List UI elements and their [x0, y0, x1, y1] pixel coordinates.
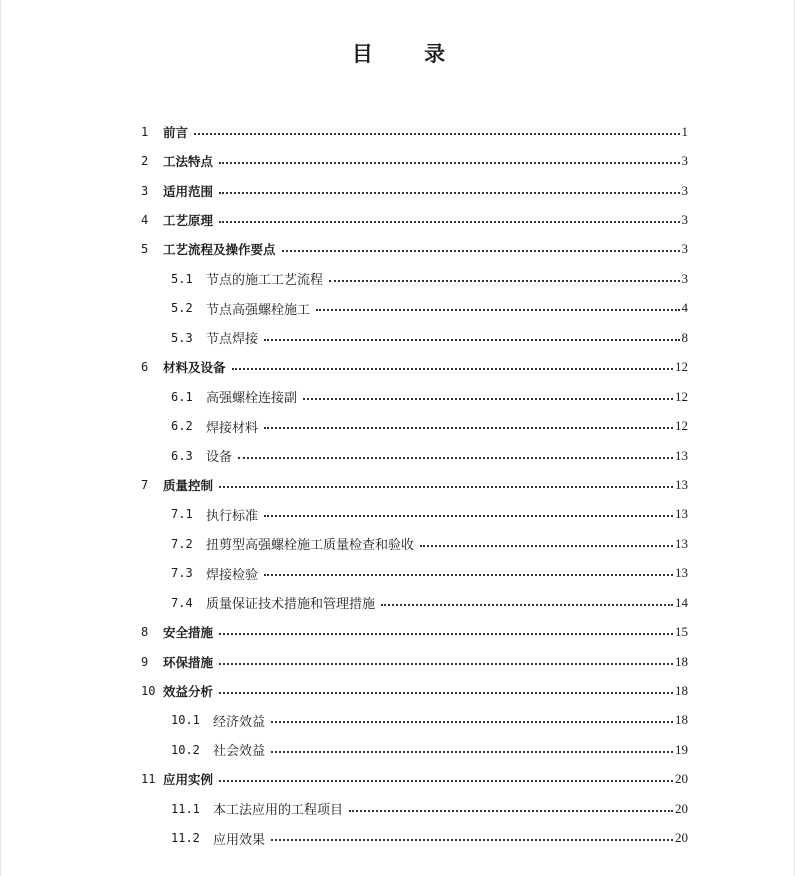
toc-page-number: 13	[675, 476, 688, 492]
toc-entry-title: 质量保证技术措施和管理措施	[206, 597, 376, 613]
toc-dot-leader	[219, 486, 673, 488]
toc-entry-number: 6.2	[171, 419, 193, 434]
toc-page-number: 3	[681, 270, 688, 286]
toc-entry-number: 1	[141, 124, 149, 139]
toc-section-entry	[1, 706, 795, 735]
toc-entry-number: 8	[141, 625, 149, 640]
toc-entry-number: 10	[141, 684, 156, 699]
toc-section-entry	[1, 294, 795, 323]
toc-entry-title: 社会效益	[213, 744, 266, 760]
toc-section-entry	[1, 264, 795, 293]
toc-entry-title: 节点高强螺栓施工	[206, 302, 311, 318]
toc-entry-number: 7.2	[171, 536, 193, 551]
toc-entry-title: 执行标准	[206, 508, 259, 524]
toc-dot-leader	[264, 427, 673, 429]
toc-entry-title: 安全措施	[163, 625, 214, 641]
toc-dot-leader	[219, 221, 679, 223]
toc-entry-number: 2	[141, 154, 149, 169]
toc-entry-number: 5	[141, 242, 149, 257]
toc-entry-title: 高强螺栓连接副	[206, 391, 298, 407]
toc-section-entry	[1, 824, 795, 853]
toc-chapter-entry	[1, 617, 795, 646]
toc-entry-title: 设备	[206, 450, 233, 466]
toc-entry-title: 应用效果	[213, 832, 266, 848]
toc-page-number: 15	[675, 624, 688, 640]
toc-entry-title: 经济效益	[213, 714, 266, 730]
toc-section-entry	[1, 588, 795, 617]
toc-section-entry	[1, 735, 795, 764]
toc-entry-title: 节点焊接	[206, 332, 259, 348]
table-of-contents	[1, 117, 795, 853]
toc-dot-leader	[194, 133, 679, 135]
toc-page-number: 20	[675, 800, 688, 816]
toc-dot-leader	[219, 633, 673, 635]
toc-page-number: 4	[681, 300, 688, 316]
toc-entry-title: 焊接检验	[206, 567, 259, 583]
toc-page-number: 20	[675, 830, 688, 846]
toc-chapter-entry	[1, 117, 795, 146]
toc-page-number: 19	[675, 741, 688, 757]
toc-page-number: 1	[681, 123, 688, 139]
toc-entry-number: 10.2	[171, 742, 200, 757]
toc-entry-title: 环保措施	[163, 654, 214, 670]
toc-entry-title: 前言	[163, 124, 189, 140]
toc-chapter-entry	[1, 647, 795, 676]
toc-page-number: 14	[675, 594, 688, 610]
toc-page-number: 12	[675, 359, 688, 375]
toc-entry-number: 7.3	[171, 566, 193, 581]
toc-title: 目 录	[351, 42, 468, 66]
toc-dot-leader	[219, 663, 673, 665]
toc-dot-leader	[219, 162, 679, 164]
toc-page-number: 13	[675, 565, 688, 581]
toc-dot-leader	[238, 457, 673, 459]
toc-entry-number: 11	[141, 772, 156, 787]
toc-entry-title: 扭剪型高强螺栓施工质量检查和验收	[206, 538, 415, 554]
toc-dot-leader	[264, 515, 673, 517]
toc-entry-number: 6	[141, 360, 149, 375]
toc-entry-number: 6.1	[171, 389, 193, 404]
toc-page-number: 3	[681, 241, 688, 257]
toc-dot-leader	[219, 692, 673, 694]
toc-entry-number: 4	[141, 213, 149, 228]
toc-entry-title: 材料及设备	[163, 360, 226, 376]
toc-entry-title: 工法特点	[163, 154, 214, 170]
toc-dot-leader	[271, 721, 673, 723]
toc-entry-title: 工艺流程及操作要点	[163, 242, 276, 258]
toc-entry-title: 节点的施工工艺流程	[206, 273, 324, 289]
toc-entry-number: 10.1	[171, 713, 200, 728]
toc-dot-leader	[219, 780, 673, 782]
toc-section-entry	[1, 411, 795, 440]
toc-page-number: 8	[681, 329, 688, 345]
toc-page-number: 12	[675, 388, 688, 404]
toc-page-number: 3	[681, 212, 688, 228]
toc-entry-title: 效益分析	[163, 684, 214, 700]
toc-section-entry	[1, 559, 795, 588]
toc-chapter-entry	[1, 176, 795, 205]
toc-section-entry	[1, 382, 795, 411]
toc-section-entry	[1, 794, 795, 823]
toc-entry-number: 11.2	[171, 831, 200, 846]
toc-dot-leader	[303, 398, 673, 400]
toc-section-entry	[1, 500, 795, 529]
toc-section-entry	[1, 323, 795, 352]
toc-dot-leader	[271, 751, 673, 753]
toc-entry-number: 5.2	[171, 301, 193, 316]
toc-chapter-entry	[1, 235, 795, 264]
toc-entry-title: 质量控制	[163, 477, 214, 493]
toc-entry-title: 工艺原理	[163, 213, 214, 229]
toc-entry-number: 11.1	[171, 801, 200, 816]
toc-page-number: 18	[675, 683, 688, 699]
toc-dot-leader	[316, 309, 679, 311]
toc-chapter-entry	[1, 146, 795, 175]
toc-entry-number: 5.3	[171, 330, 193, 345]
toc-entry-number: 3	[141, 183, 149, 198]
toc-entry-title: 焊接材料	[206, 420, 259, 436]
toc-page-number: 3	[681, 182, 688, 198]
toc-page-number: 12	[675, 418, 688, 434]
toc-page-number: 18	[675, 712, 688, 728]
toc-dot-leader	[219, 192, 679, 194]
toc-dot-leader	[264, 574, 673, 576]
toc-dot-leader	[271, 839, 673, 841]
toc-chapter-entry	[1, 205, 795, 234]
toc-dot-leader	[329, 280, 679, 282]
toc-chapter-entry	[1, 353, 795, 382]
toc-dot-leader	[264, 339, 679, 341]
toc-page-number: 3	[681, 153, 688, 169]
toc-entry-title: 适用范围	[163, 183, 214, 199]
toc-chapter-entry	[1, 676, 795, 705]
toc-page-number: 13	[675, 535, 688, 551]
toc-entry-number: 9	[141, 654, 149, 669]
toc-entry-number: 7.4	[171, 595, 193, 610]
toc-page-number: 20	[675, 771, 688, 787]
toc-page-number: 13	[675, 447, 688, 463]
toc-dot-leader	[232, 368, 673, 370]
toc-page-number: 18	[675, 653, 688, 669]
toc-dot-leader	[349, 810, 673, 812]
toc-page-number: 13	[675, 506, 688, 522]
toc-entry-title: 应用实例	[163, 772, 214, 788]
toc-entry-number: 5.1	[171, 271, 193, 286]
toc-section-entry	[1, 441, 795, 470]
toc-entry-number: 7.1	[171, 507, 193, 522]
toc-dot-leader	[420, 545, 673, 547]
toc-section-entry	[1, 529, 795, 558]
toc-entry-title: 本工法应用的工程项目	[213, 803, 344, 819]
toc-chapter-entry	[1, 470, 795, 499]
toc-dot-leader	[381, 604, 673, 606]
toc-entry-number: 6.3	[171, 448, 193, 463]
toc-chapter-entry	[1, 765, 795, 794]
toc-dot-leader	[282, 250, 680, 252]
toc-entry-number: 7	[141, 477, 149, 492]
